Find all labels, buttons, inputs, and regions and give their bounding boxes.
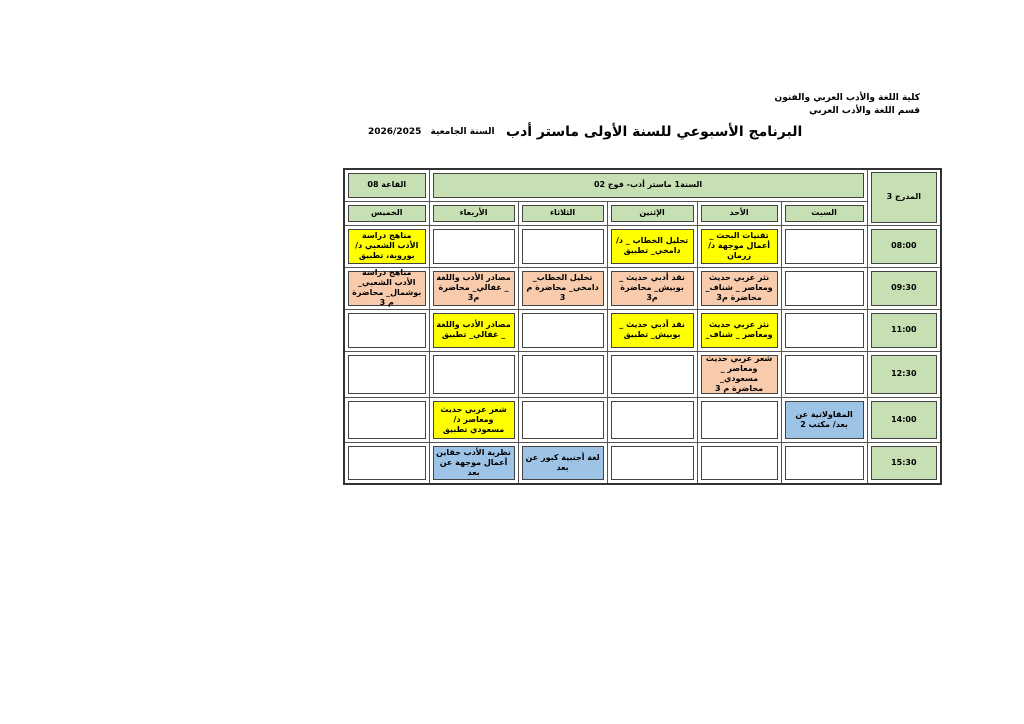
group-label: السنة1 ماستر أدب- فوج 02	[433, 173, 864, 198]
schedule-cell	[518, 309, 607, 351]
day-label: الإثنين	[611, 205, 694, 222]
session-text: المقاولاتية عن بعد/ مكتب 2	[785, 401, 864, 439]
session-text	[522, 313, 604, 348]
schedule-cell	[607, 267, 697, 309]
session-text: نقد أدبي حديث _ بوبيش_ محاضرة م3	[611, 271, 694, 306]
session-text: نقد أدبي حديث _ بوبيش_ تطبيق	[611, 313, 694, 348]
session-text: تقنيات البحث _ أعمال موجهة د/زرمان	[701, 229, 778, 264]
schedule-cell	[697, 309, 781, 351]
schedule-cell	[344, 442, 429, 484]
schedule-cell	[429, 225, 518, 267]
session-text: مصادر الأدب واللغة _ غفالي_ محاضرة م3	[433, 271, 515, 306]
schedule-cell	[607, 442, 697, 484]
schedule-cell	[429, 442, 518, 484]
schedule-cell	[781, 397, 867, 442]
session-text	[433, 229, 515, 264]
schedule-cell	[607, 309, 697, 351]
schedule-cell	[781, 442, 867, 484]
session-text: شعر عربي حديث ومعاصر د/ مسعودي تطبيق	[433, 401, 515, 439]
session-text	[611, 446, 694, 481]
table-row	[344, 225, 941, 267]
schedule-cell	[697, 267, 781, 309]
table-row	[344, 309, 941, 351]
schedule-title: البرنامج الأسبوعي للسنة الأولى ماستر أدب	[506, 124, 803, 140]
group-header-cell	[429, 169, 867, 201]
academic-year-label: السنة الجامعية	[430, 127, 495, 137]
schedule-cell	[344, 225, 429, 267]
session-text: تحليل الخطاب_ دامخي_ محاضرة م 3	[522, 271, 604, 306]
time-cell	[867, 267, 941, 309]
session-text	[433, 355, 515, 394]
session-text	[348, 355, 426, 394]
room-header-cell	[344, 169, 429, 201]
schedule-cell	[697, 225, 781, 267]
session-text	[785, 229, 864, 264]
time-label: 11:00	[871, 313, 938, 348]
schedule-cell	[518, 442, 607, 484]
schedule-cell	[344, 267, 429, 309]
time-label: 08:00	[871, 229, 938, 264]
table-row	[344, 351, 941, 397]
schedule-cell	[429, 351, 518, 397]
academic-year	[368, 127, 495, 137]
time-label: 14:00	[871, 401, 938, 439]
schedule-cell	[607, 397, 697, 442]
table-row	[344, 397, 941, 442]
schedule-cell	[518, 351, 607, 397]
session-text: نظرية الأدب حقاين أعمال موجهة عن بعد	[433, 446, 515, 481]
hall-header-cell	[867, 169, 941, 225]
session-text	[348, 446, 426, 481]
schedule-cell	[781, 309, 867, 351]
time-cell	[867, 309, 941, 351]
session-text	[611, 355, 694, 394]
session-text	[522, 229, 604, 264]
session-text	[701, 401, 778, 439]
day-label: الخميس	[348, 205, 426, 222]
session-text	[522, 355, 604, 394]
schedule-cell	[429, 397, 518, 442]
schedule-cell	[607, 351, 697, 397]
schedule-cell	[697, 397, 781, 442]
schedule-cell	[697, 442, 781, 484]
schedule-cell	[607, 225, 697, 267]
session-text	[701, 446, 778, 481]
schedule-cell	[518, 397, 607, 442]
schedule-cell	[344, 309, 429, 351]
faculty-header	[775, 92, 920, 118]
schedule-cell	[518, 225, 607, 267]
session-text: مناهج دراسة الأدب الشعبي_ بوشمال_ محاضرة م 3	[348, 271, 426, 306]
hall-label: المدرج 3	[871, 172, 938, 223]
session-text: مناهج دراسة الأدب الشعبي د/بوروبة، تطبيق	[348, 229, 426, 264]
time-cell	[867, 351, 941, 397]
schedule-cell	[781, 267, 867, 309]
session-text: شعر عربي حديث ومعاصر _ مسعودي_ محاضرة م 3	[701, 355, 778, 394]
academic-year-value: 2026/2025	[368, 127, 422, 137]
schedule-cell	[518, 267, 607, 309]
day-header-wednesday	[429, 201, 518, 225]
faculty-name: كلية اللغة والأدب العربي والفنون	[774, 93, 920, 103]
day-label: الأحد	[701, 205, 778, 222]
day-label: الثلاثاء	[522, 205, 604, 222]
schedule-cell	[344, 397, 429, 442]
day-header-tuesday	[518, 201, 607, 225]
schedule-cell	[781, 351, 867, 397]
table-row	[344, 442, 941, 484]
session-text	[348, 313, 426, 348]
schedule-cell	[429, 309, 518, 351]
session-text	[522, 401, 604, 439]
time-label: 12:30	[871, 355, 938, 394]
time-cell	[867, 442, 941, 484]
time-label: 15:30	[871, 446, 938, 481]
day-label: الأربعاء	[433, 205, 515, 222]
session-text	[785, 313, 864, 348]
room-label: القاعة 08	[348, 173, 426, 198]
schedule-cell	[781, 225, 867, 267]
session-text	[785, 355, 864, 394]
schedule-cell	[344, 351, 429, 397]
session-text	[348, 401, 426, 439]
session-text	[611, 401, 694, 439]
day-header-monday	[607, 201, 697, 225]
schedule-table	[343, 168, 942, 485]
session-text: تحليل الخطاب _ د/ دامخي_ تطبيق	[611, 229, 694, 264]
day-header-saturday	[781, 201, 867, 225]
session-text	[785, 446, 864, 481]
session-text: نثر عربي حديث ومعاصر _ شناف_ محاضرة م3	[701, 271, 778, 306]
time-cell	[867, 225, 941, 267]
schedule-cell	[429, 267, 518, 309]
time-cell	[867, 397, 941, 442]
schedule-cell	[697, 351, 781, 397]
table-row	[344, 267, 941, 309]
session-text	[785, 271, 864, 306]
session-text: مصادر الأدب واللغة _ غفالي_ تطبيق	[433, 313, 515, 348]
department-name: قسم اللغة والأدب العربي	[809, 106, 920, 116]
session-text: لغة أجنبية كبور عن بعد	[522, 446, 604, 481]
day-header-sunday	[697, 201, 781, 225]
day-label: السبت	[785, 205, 864, 222]
day-header-thursday	[344, 201, 429, 225]
session-text: نثر عربي حديث ومعاصر _ شناف_	[701, 313, 778, 348]
time-label: 09:30	[871, 271, 938, 306]
